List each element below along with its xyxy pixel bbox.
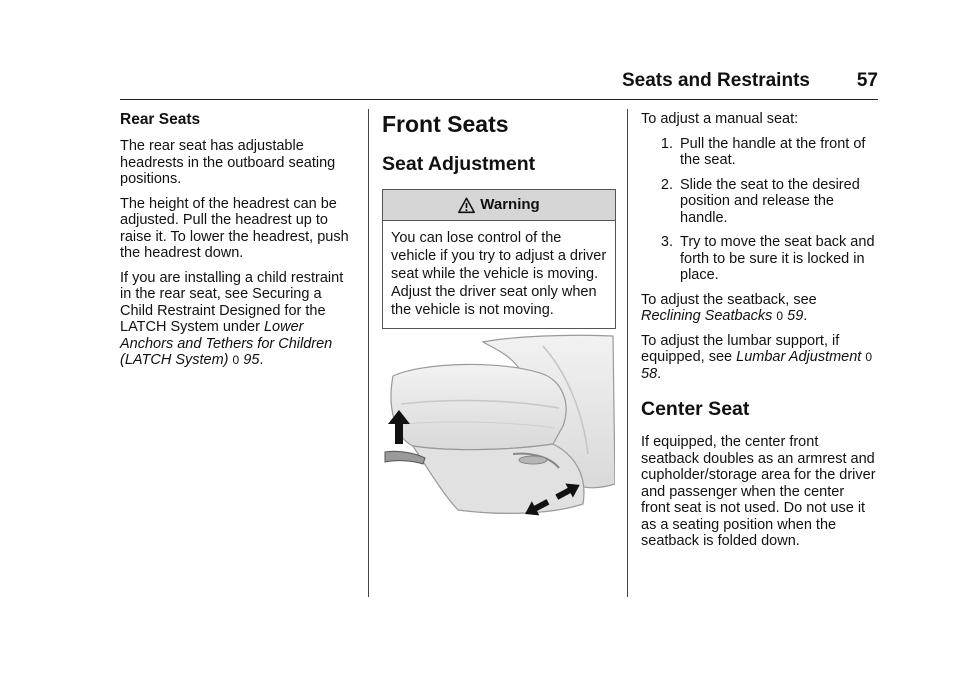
rear-seats-paragraph-3 xyxy=(120,270,354,369)
lumbar-paragraph xyxy=(641,333,877,383)
sentence-end: . xyxy=(657,365,662,382)
manual-seat-intro: To adjust a manual seat: xyxy=(641,111,799,127)
middle-column xyxy=(382,111,616,329)
latch-page-ref[interactable]: 95 xyxy=(243,352,260,368)
child-restraint-text: If you are installing a child restraint in the rear seat, see Securing a Child Restraint Designed for the LATCH System under xyxy=(120,269,344,335)
step-number: 2. xyxy=(660,176,673,193)
column-divider-left xyxy=(368,109,369,597)
center-seat-paragraph: If equipped, the center front seatback doubles as an armrest and cupholder/storage area for the driver and passenger when the center front seat is not used. Do not use it as a seating position when the seatback is folded down. xyxy=(641,434,876,549)
rear-seats-paragraph-1: The rear seat has adjustable headrests in the outboard seating positions. xyxy=(120,138,336,187)
page-ref-symbol: 0 xyxy=(232,353,240,367)
lumbar-page-ref[interactable]: 58 xyxy=(641,365,658,382)
column-divider-right xyxy=(627,109,628,597)
warning-text: You can lose control of the vehicle if you try to adjust a driver seat while the vehicle is moving. Adjust the driver seat only when the vehicle is not moving. xyxy=(391,230,607,318)
page-ref-symbol: 0 xyxy=(776,309,784,323)
step-item xyxy=(641,177,877,227)
step-text: Try to move the seat back and forth to be sure it is locked in place. xyxy=(680,234,875,283)
adjustment-steps xyxy=(641,136,877,284)
step-text: Slide the seat to the desired position and release the handle. xyxy=(680,176,860,226)
lumbar-text: To adjust the lumbar support, if equipped, see xyxy=(641,332,840,365)
left-column xyxy=(120,111,354,377)
seat-adjustment-heading: Seat Adjustment xyxy=(382,153,536,175)
warning-header xyxy=(383,190,615,221)
warning-box xyxy=(382,189,616,329)
step-item xyxy=(641,234,877,284)
step-text: Pull the handle at the front of the seat. xyxy=(680,135,866,168)
seatback-paragraph xyxy=(641,292,877,325)
warning-icon xyxy=(458,197,475,214)
front-seats-heading: Front Seats xyxy=(382,111,509,137)
page-number: 57 xyxy=(856,70,878,91)
right-column xyxy=(641,111,877,558)
page-ref-symbol: 0 xyxy=(865,350,873,364)
sentence-end: . xyxy=(803,308,808,324)
sentence-end: . xyxy=(259,352,264,368)
center-seat-heading: Center Seat xyxy=(641,398,750,420)
step-number: 1. xyxy=(660,135,673,152)
reclining-seatbacks-link[interactable]: Reclining Seatbacks xyxy=(641,308,773,324)
rear-seats-heading: Rear Seats xyxy=(120,111,201,128)
running-header-title: Seats and Restraints xyxy=(622,70,810,91)
header-divider xyxy=(120,99,878,100)
warning-label: Warning xyxy=(480,195,540,213)
rear-seats-paragraph-2: The height of the headrest can be adjusted. Pull the headrest up to raise it. To lower the headrest, push the headrest down. xyxy=(120,195,349,261)
seat-adjustment-illustration xyxy=(383,334,615,524)
lumbar-adjustment-link[interactable]: Lumbar Adjustment xyxy=(736,349,862,365)
step-item xyxy=(641,136,877,169)
seatback-text: To adjust the seatback, see xyxy=(641,291,817,308)
reclining-page-ref[interactable]: 59 xyxy=(787,308,804,324)
latch-link[interactable]: Lower Anchors and Tethers for Children (LATCH System) xyxy=(120,319,333,368)
step-number: 3. xyxy=(660,234,673,250)
